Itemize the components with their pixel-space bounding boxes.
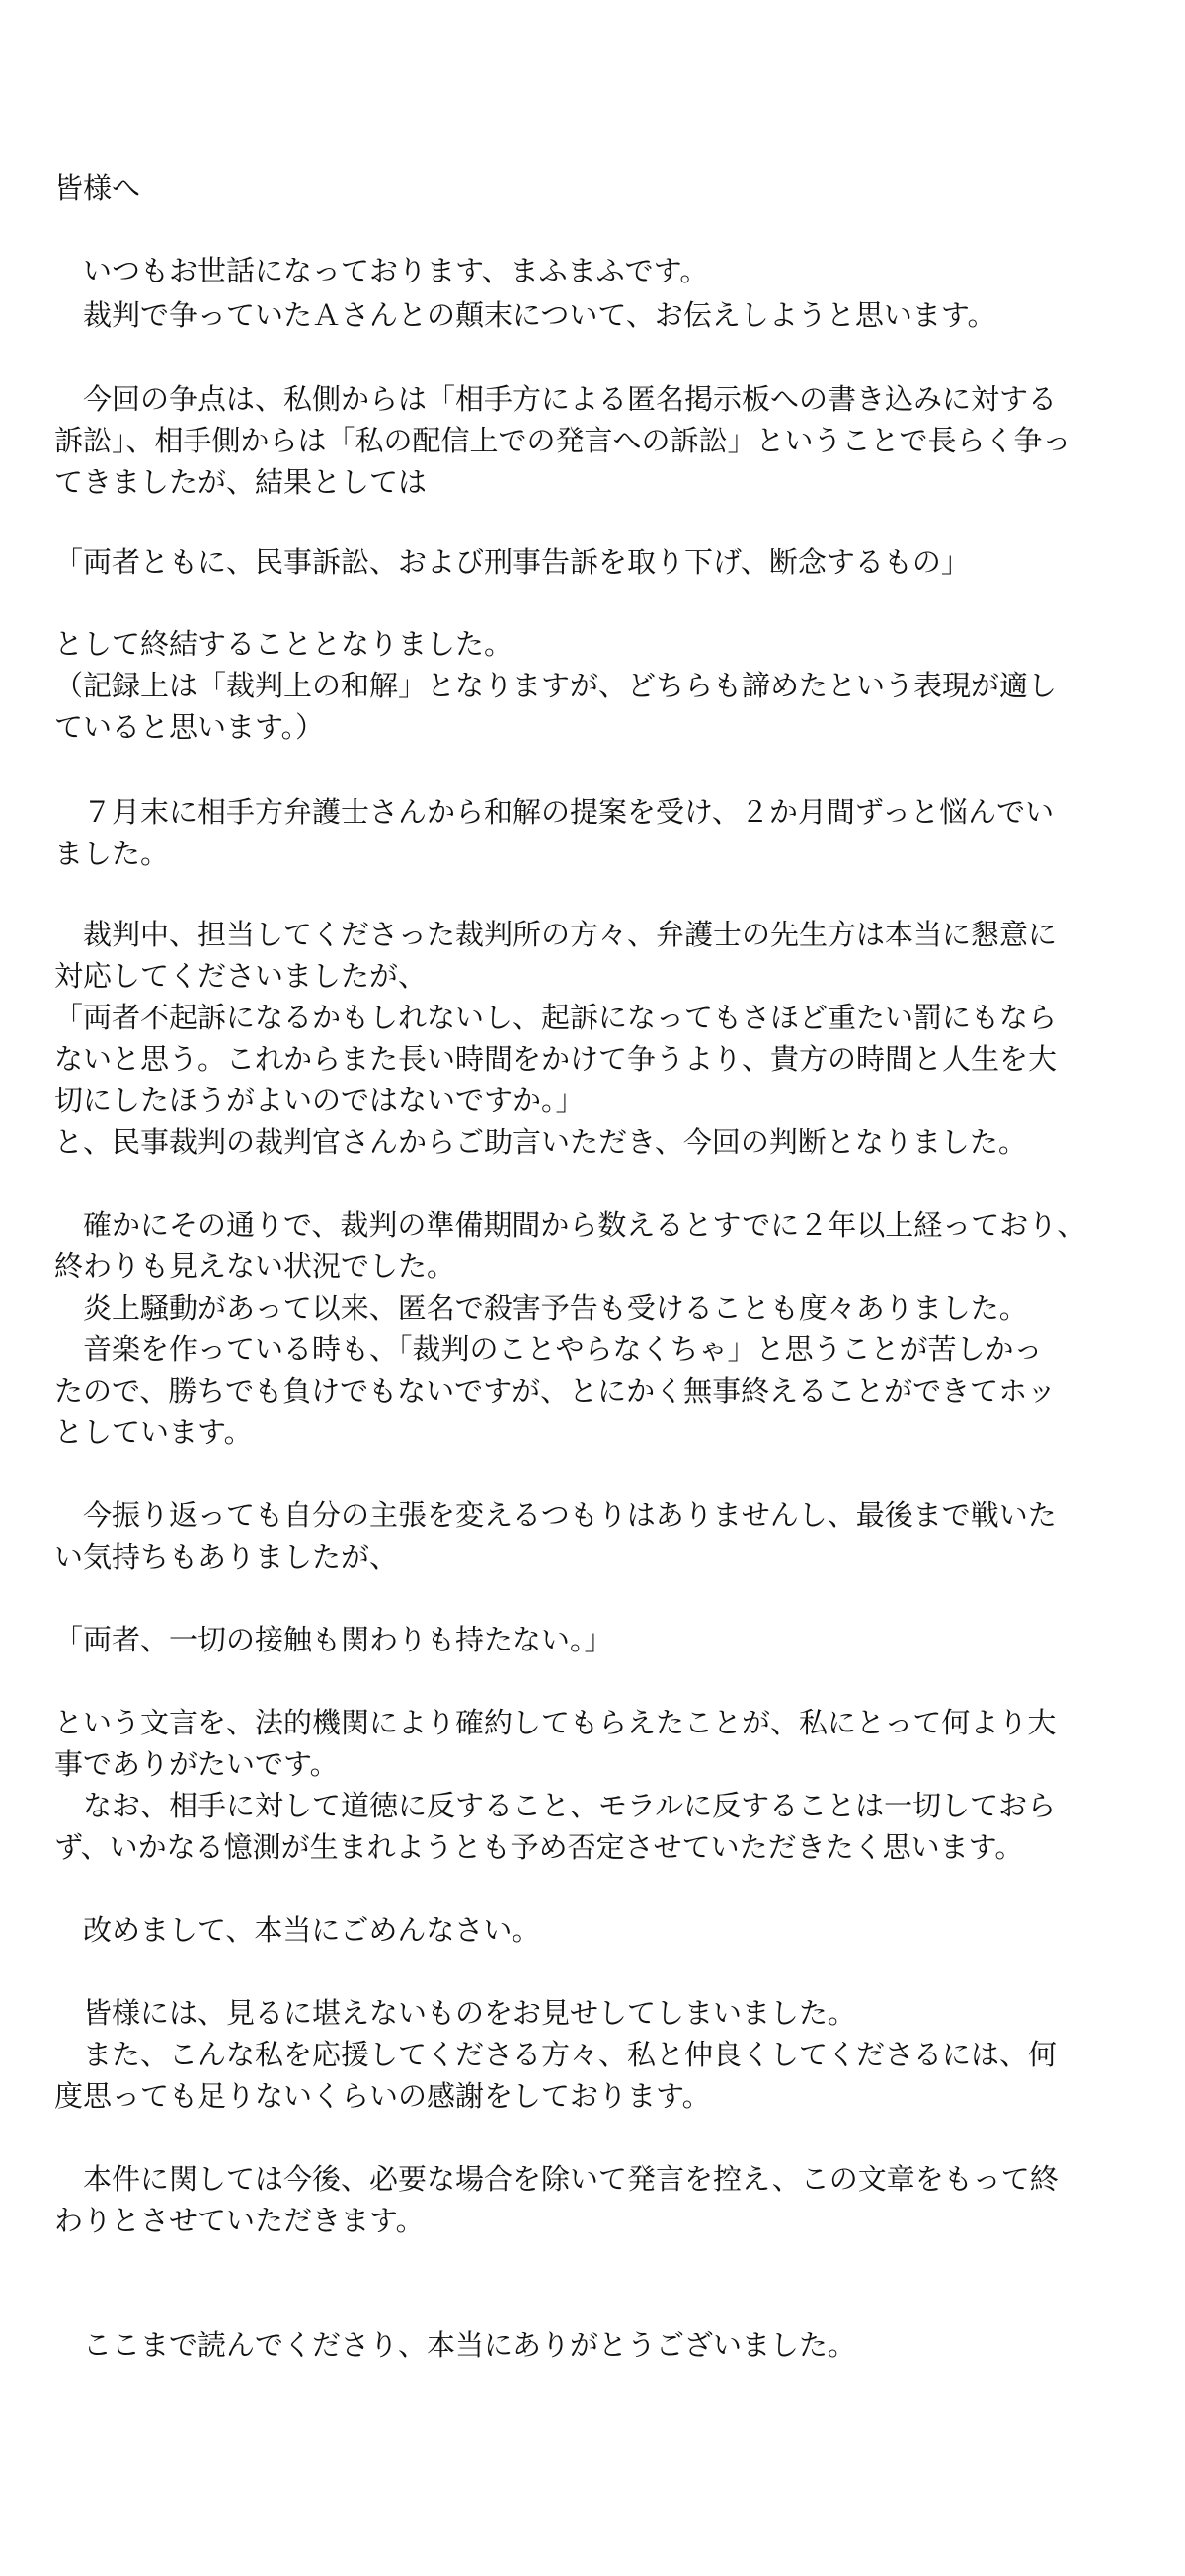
body-line: 対応してくださいましたが、 — [54, 959, 428, 993]
body-line: 今回の争点は、私側からは「相手方による匿名掲示板への書き込みに対する — [54, 382, 1058, 416]
body-line: （記録上は「裁判上の和解」となりますが、どちらも諦めたという表現が適し — [54, 669, 1058, 702]
body-line: としています。 — [54, 1415, 253, 1449]
apology-line: 改めまして、本当にごめんなさい。 — [54, 1913, 541, 1947]
body-line: 今振り返っても自分の主張を変えるつもりはありませんし、最後まで戦いた — [54, 1498, 1057, 1532]
body-line: という文言を、法的機関により確約してもらえたことが、私にとって何より大 — [54, 1706, 1057, 1739]
body-line: 皆様には、見るに堪えないものをお見せしてしまいました。 — [54, 1996, 857, 2030]
body-line: 音楽を作っている時も、「裁判のことやらなくちゃ」と思うことが苦しかっ — [54, 1332, 1043, 1366]
salutation: 皆様へ — [54, 171, 141, 204]
closing-line: ここまで読んでくださり、本当にありがとうございました。 — [54, 2328, 857, 2362]
intro-line: 裁判で争っていたＡさんとの顛末について、お伝えしようと思います。 — [54, 298, 996, 332]
body-line: 訴訟」、相手側からは「私の配信上での発言への訴訟」ということで長らく争っ — [54, 424, 1071, 457]
body-line: 本件に関しては今後、必要な場合を除いて発言を控え、この文章をもって終 — [54, 2162, 1059, 2196]
body-line: てきましたが、結果としては — [54, 465, 428, 499]
body-line: 事でありがたいです。 — [54, 1747, 339, 1781]
body-line: また、こんな私を応援してくださる方々、私と仲良くしてくださるには、何 — [54, 2038, 1058, 2071]
body-line: なお、相手に対して道徳に反すること、モラルに反することは一切しておら — [54, 1789, 1057, 1822]
body-line: 炎上騒動があって以来、匿名で殺害予告も受けることも度々ありました。 — [54, 1291, 1028, 1325]
body-line: ず、いかなる憶測が生まれようとも予め否定させていただきたく思います。 — [54, 1830, 1024, 1864]
body-line: 終わりも見えない状況でした。 — [54, 1249, 456, 1283]
quote-line: 「両者不起訴になるかもしれないし、起訴になってもさほど重たい罰にもなら — [54, 1001, 1058, 1034]
quote-line: 切にしたほうがよいのではないですか。」 — [54, 1084, 585, 1117]
body-line: 度思っても足りないくらいの感謝をしております。 — [54, 2079, 711, 2113]
body-line: ていると思います。） — [54, 710, 325, 744]
body-line: 裁判中、担当してくださった裁判所の方々、弁護士の先生方は本当に懇意に — [54, 918, 1058, 951]
body-line: い気持ちもありましたが、 — [54, 1540, 399, 1573]
body-line: 確かにその通りで、裁判の準備期間から数えるとすでに２年以上経っており、 — [54, 1208, 1086, 1242]
body-line: と、民事裁判の裁判官さんからご助言いただき、今回の判断となりました。 — [54, 1125, 1027, 1159]
body-line: ました。 — [54, 837, 170, 870]
body-line: として終結することとなりました。 — [54, 627, 514, 661]
body-line: わりとさせていただきます。 — [54, 2204, 425, 2237]
body-line: ７月末に相手方弁護士さんから和解の提案を受け、２か月間ずっと悩んでい — [54, 795, 1055, 829]
greeting-line: いつもお世話になっております、まふまふです。 — [54, 254, 709, 287]
quote-line: 「両者ともに、民事訴訟、および刑事告訴を取り下げ、断念するもの」 — [54, 545, 970, 579]
quote-line: ないと思う。これからまた長い時間をかけて争うより、貴方の時間と人生を大 — [54, 1042, 1058, 1076]
quote-line: 「両者、一切の接触も関わりも持たない。」 — [54, 1623, 613, 1656]
body-line: たので、勝ちでも負けでもないですが、とにかく無事終えることができてホッ — [54, 1374, 1057, 1408]
